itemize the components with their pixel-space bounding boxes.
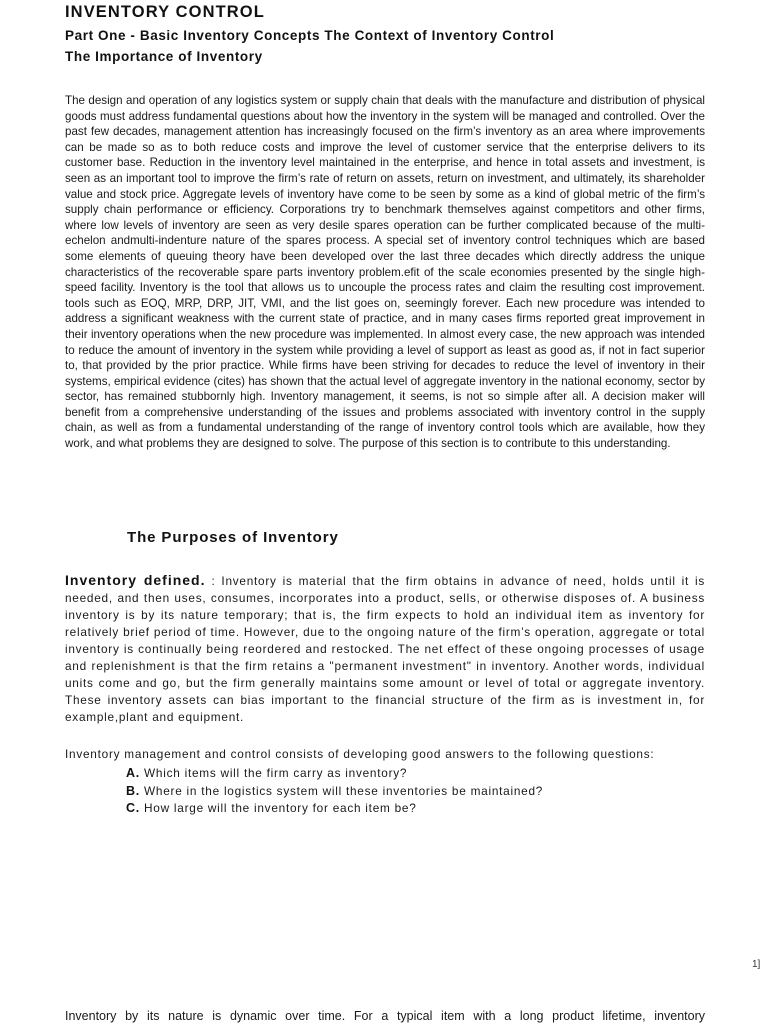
- question-letter: A.: [126, 766, 140, 780]
- list-item: [126, 765, 543, 783]
- question-text: Which items will the firm carry as inventory?: [144, 766, 408, 780]
- question-letter: B.: [126, 783, 140, 798]
- definition-term: Inventory defined.: [65, 572, 206, 588]
- section-heading-purposes: The Purposes of Inventory: [127, 529, 339, 546]
- question-letter: C.: [126, 801, 140, 815]
- question-text: How large will the inventory for each item be?: [144, 801, 417, 815]
- document-subtitle: Part One - Basic Inventory Concepts The Context of Inventory Control: [65, 28, 555, 43]
- section-heading-importance: The Importance of Inventory: [65, 49, 263, 64]
- definition-paragraph: [65, 572, 705, 726]
- definition-text: : Inventory is material that the firm obtains in advance of need, holds until it is needed, and then uses, consumes, incorporates into a product, sells, or otherwise disposes of. A business inventory is by its nature temporary; that is, the firm expects to hold an individual item as inventory for relatively brief period of time. However, due to the ongoing nature of the firm’s operation, aggregate or total inventory is continually being reordered and restocked. The net effect of these ongoing processes of usage and replenishment is that the firm retains a "permanent investment" in inventory. Another words, individual units come and go, but the firm generally maintains some amount or level of total or aggregate inventory. These inventory assets can bias important to the financial structure of the firm as is investment in, for example,plant and equipment.: [65, 574, 706, 724]
- questions-list: [126, 765, 543, 818]
- next-page-text: Inventory by its nature is dynamic over time. For a typical item with a long product lifetime, inventory: [65, 1009, 705, 1023]
- list-item: [126, 800, 543, 818]
- intro-paragraph: The design and operation of any logistics system or supply chain that deals with the manufacture and distribution of physical goods must address fundamental questions about how the inventory in the system will be managed and controlled. Over the past few decades, management attention has increasingly focused on the firm’s inventory as an area where improvements can be made so as to both reduce costs and improve the level of customer service that the enterprise delivers to its customer base. Reduction in the inventory level maintained in the enterprise, and hence in total assets and investment, is seen as an important tool to improve the firm’s rate of return on assets, return on investment, and ultimately, its shareholder value and stock price. Aggregate levels of inventory have come to be seen by some as a kind of global metric of the firm’s supply chain performance or efficiency. Corporations try to benchmark themselves against competitors and other firms, where low levels of inventory are seen as very desile spares operation can be further complicated because of the multi-echelon andmulti-indenture nature of the spares process. A special set of inventory control techniques which are based some elements of queuing theory have been developed over the last three decades which directly address the unique characteristics of the recoverable spare parts inventory problem.efit of the scale economies presented by the single high-speed facility. Inventory is the tool that allows us to uncouple the process rates and claim the resulting cost improvement. tools such as EOQ, MRP, DRP, JIT, VMI, and the list goes on, seemingly forever. Each new procedure was intended to address a significant weakness with the current state of practice, and in many cases firms reported great improvement in their inventory operations when the new procedure was implemented. In almost every case, the new approach was intended to reduce the amount of inventory in the system while providing a level of support as least as good as, if not in fact superior to, that provided by the prior practice. While firms have been striving for decades to reduce the level of inventory in their systems, empirical evidence (cites) has shown that the actual level of aggregate inventory in the national economy, sector by sector, has remained stubbornly high. Inventory management, it seems, is not so simple after all. A decision maker will benefit from a comprehensive understanding of the issues and problems associated with inventory control in the supply chain, as well as from a fundamental understanding of the range of inventory control tools which are available, how they work, and what problems they are designed to solve. The purpose of this section is to contribute to this understanding.: [65, 94, 705, 451]
- question-text: Where in the logistics system will these inventories be maintained?: [144, 783, 544, 798]
- document-title: INVENTORY CONTROL: [65, 3, 265, 21]
- questions-intro: Inventory management and control consists of developing good answers to the following questions:: [65, 747, 655, 761]
- page-number: 1]: [752, 959, 761, 970]
- list-item: [126, 783, 543, 801]
